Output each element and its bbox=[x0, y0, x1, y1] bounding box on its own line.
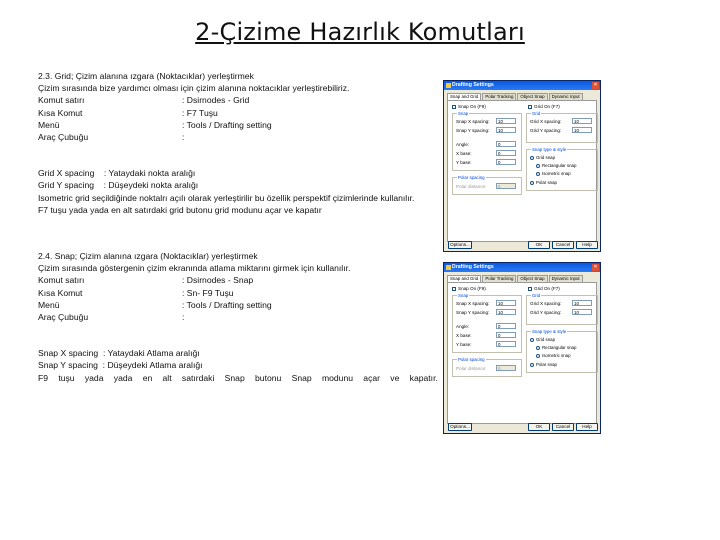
options-button[interactable]: Options... bbox=[448, 241, 472, 249]
cancel-button[interactable]: Cancel bbox=[552, 423, 574, 431]
info-value: : Tools / Drafting setting bbox=[182, 299, 272, 310]
info-key: Araç Çubuğu bbox=[38, 131, 89, 142]
radio-icon bbox=[530, 338, 534, 342]
ybase-label: Y base: bbox=[456, 342, 472, 347]
section-heading: 2.4. Snap; Çizim alanına ızgara (Noktacıklar) yerleştirmek bbox=[38, 251, 258, 261]
rect-snap-label: Rectangular snap bbox=[542, 163, 577, 168]
snap-x-label: Snap X spacing: bbox=[456, 119, 490, 124]
word: açar bbox=[363, 372, 381, 383]
grid-on-checkbox[interactable] bbox=[528, 286, 560, 291]
info-row bbox=[38, 107, 414, 119]
rect-snap-radio[interactable] bbox=[536, 345, 576, 350]
snap-legend: Snap bbox=[458, 293, 469, 298]
tab-panel bbox=[447, 282, 597, 424]
iso-snap-label: Isometric snap bbox=[542, 353, 571, 358]
word: alt bbox=[162, 372, 172, 383]
ybase-input[interactable]: 0 bbox=[496, 159, 516, 165]
grid-x-label: Grid X spacing: bbox=[530, 301, 562, 306]
grid-snap-radio[interactable] bbox=[530, 155, 555, 160]
cancel-button[interactable]: Cancel bbox=[552, 241, 574, 249]
info-value: : Dsirnodes - Grid bbox=[182, 95, 250, 106]
polar-label: Polar distance: bbox=[456, 184, 487, 189]
snap-x-input[interactable]: 10 bbox=[496, 118, 516, 124]
grid-x-input[interactable]: 10 bbox=[572, 300, 592, 306]
tab-snap-and-grid[interactable]: Snap and Grid bbox=[447, 93, 481, 100]
tab-object-snap[interactable]: Object Snap bbox=[517, 93, 547, 100]
help-button[interactable]: Help bbox=[576, 241, 598, 249]
word: modunu bbox=[321, 372, 354, 383]
word: en bbox=[142, 372, 153, 383]
app-icon bbox=[446, 83, 451, 88]
info-value: : Tools / Drafting setting bbox=[182, 119, 272, 130]
info-key: Araç Çubuğu bbox=[38, 311, 89, 322]
info-row bbox=[38, 131, 414, 143]
grid-on-label: Grid On (F7) bbox=[534, 104, 560, 109]
dialog-titlebar[interactable] bbox=[444, 81, 600, 90]
angle-input[interactable]: 0 bbox=[496, 141, 516, 147]
xbase-label: X base: bbox=[456, 151, 472, 156]
info-value: : Dsirnodes - Snap bbox=[182, 275, 254, 286]
info-row bbox=[38, 274, 438, 286]
info-key: Menü bbox=[38, 299, 60, 310]
section-heading: 2.3. Grid; Çizim alanına ızgara (Noktacıklar) yerleştirmek bbox=[38, 71, 254, 81]
rect-snap-radio[interactable] bbox=[536, 163, 576, 168]
ok-button[interactable]: OK bbox=[528, 423, 550, 431]
info-key: Kısa Komut bbox=[38, 107, 83, 118]
grid-y-input[interactable]: 10 bbox=[572, 309, 592, 315]
info-key: Komut satırı bbox=[38, 275, 85, 286]
radio-icon bbox=[536, 172, 540, 176]
angle-label: Angle: bbox=[456, 142, 470, 147]
snap-type-legend: Snap type & style bbox=[532, 329, 567, 334]
tab-snap-and-grid[interactable]: Snap and Grid bbox=[447, 275, 481, 282]
note-line-justified bbox=[38, 372, 438, 384]
info-value: : bbox=[182, 131, 185, 142]
info-row bbox=[38, 299, 438, 311]
xbase-label: X base: bbox=[456, 333, 472, 338]
info-key: Kısa Komut bbox=[38, 287, 83, 298]
drafting-settings-dialog-grid bbox=[443, 80, 601, 252]
dialog-title: Drafting Settings bbox=[452, 82, 494, 88]
section-intro: Çizim sırasında bize yardımcı olması için çizim alanına noktacıklar yerleştirebiliriz. bbox=[38, 83, 350, 94]
section-intro: Çizim sırasında göstergenin çizim ekranında atlama miktarını girmek için kullanılır. bbox=[38, 263, 351, 274]
radio-icon bbox=[530, 181, 534, 185]
word: yada bbox=[113, 372, 133, 383]
note-line: Snap Y spacing : Düşeydeki Atlama aralığı bbox=[38, 360, 203, 371]
angle-input[interactable]: 0 bbox=[496, 323, 516, 329]
xbase-input[interactable]: 0 bbox=[496, 150, 516, 156]
close-icon[interactable]: × bbox=[592, 264, 599, 271]
polar-snap-label: Polar snap bbox=[536, 180, 557, 185]
grid-legend: Grid bbox=[532, 111, 541, 116]
snap-x-input[interactable]: 10 bbox=[496, 300, 516, 306]
snap-y-input[interactable]: 10 bbox=[496, 309, 516, 315]
app-icon bbox=[446, 265, 451, 270]
grid-y-input[interactable]: 10 bbox=[572, 127, 592, 133]
grid-legend: Grid bbox=[532, 293, 541, 298]
radio-icon bbox=[536, 354, 540, 358]
grid-y-label: Grid Y spacing: bbox=[530, 128, 562, 133]
note-line: F7 tuşu yada yada en alt satırdaki grid butonu grid modunu açar ve kapatır bbox=[38, 204, 322, 215]
grid-snap-radio[interactable] bbox=[530, 337, 555, 342]
drafting-settings-dialog-snap bbox=[443, 262, 601, 434]
checkbox-icon bbox=[452, 105, 456, 109]
iso-snap-label: Isometric snap bbox=[542, 171, 571, 176]
snap-y-input[interactable]: 10 bbox=[496, 127, 516, 133]
word: tuşu bbox=[58, 372, 75, 383]
iso-snap-radio[interactable] bbox=[536, 353, 571, 358]
ybase-label: Y base: bbox=[456, 160, 472, 165]
note-line: Grid X spacing : Yataydaki nokta aralığı bbox=[38, 168, 196, 179]
polar-snap-radio[interactable] bbox=[530, 362, 557, 367]
options-button[interactable]: Options... bbox=[448, 423, 472, 431]
word: butonu bbox=[255, 372, 282, 383]
snap-on-label: Snap On (F9) bbox=[458, 104, 486, 109]
polar-input[interactable]: 0 bbox=[496, 183, 516, 189]
grid-snap-label: Grid snap bbox=[536, 155, 556, 160]
grid-on-checkbox[interactable] bbox=[528, 104, 560, 109]
radio-icon bbox=[530, 156, 534, 160]
iso-snap-radio[interactable] bbox=[536, 171, 571, 176]
close-icon[interactable]: × bbox=[592, 82, 599, 89]
grid-x-input[interactable]: 10 bbox=[572, 118, 592, 124]
note-line: Snap X spacing : Yataydaki Atlama aralığı bbox=[38, 348, 200, 359]
snap-on-checkbox[interactable] bbox=[452, 286, 486, 291]
ok-button[interactable]: OK bbox=[528, 241, 550, 249]
tab-strip bbox=[447, 93, 597, 100]
tab-polar-tracking[interactable]: Polar Tracking bbox=[482, 93, 516, 100]
tab-dynamic-input[interactable]: Dynamic Input bbox=[549, 275, 583, 282]
section-snap bbox=[38, 250, 438, 384]
help-button[interactable]: Help bbox=[576, 423, 598, 431]
grid-on-label: Grid On (F7) bbox=[534, 286, 560, 291]
polar-snap-radio[interactable] bbox=[530, 180, 557, 185]
page-title: 2-Çizime Hazırlık Komutları bbox=[195, 18, 525, 46]
polar-label: Polar distance: bbox=[456, 366, 487, 371]
tab-panel bbox=[447, 100, 597, 242]
info-value: : bbox=[182, 311, 185, 322]
word: ve bbox=[390, 372, 400, 383]
polar-input[interactable]: 0 bbox=[496, 365, 516, 371]
word: yada bbox=[84, 372, 104, 383]
snap-type-legend: Snap type & style bbox=[532, 147, 567, 152]
info-key: Menü bbox=[38, 119, 60, 130]
xbase-input[interactable]: 0 bbox=[496, 332, 516, 338]
ybase-input[interactable]: 0 bbox=[496, 341, 516, 347]
info-value: : Sn- F9 Tuşu bbox=[182, 287, 234, 298]
tab-strip bbox=[447, 275, 597, 282]
tab-object-snap[interactable]: Object Snap bbox=[517, 275, 547, 282]
snap-x-label: Snap X spacing: bbox=[456, 301, 490, 306]
section-grid bbox=[38, 70, 414, 216]
info-row bbox=[38, 311, 438, 323]
polar-legend: Polar spacing bbox=[458, 357, 485, 362]
grid-snap-label: Grid snap bbox=[536, 337, 556, 342]
tab-dynamic-input[interactable]: Dynamic Input bbox=[549, 93, 583, 100]
info-row bbox=[38, 287, 438, 299]
checkbox-icon bbox=[528, 287, 532, 291]
note-line: Grid Y spacing : Düşeydeki nokta aralığı bbox=[38, 180, 199, 191]
radio-icon bbox=[536, 346, 540, 350]
word: F9 bbox=[38, 372, 49, 383]
snap-on-label: Snap On (F9) bbox=[458, 286, 486, 291]
grid-y-label: Grid Y spacing: bbox=[530, 310, 562, 315]
snap-y-label: Snap Y spacing: bbox=[456, 128, 490, 133]
checkbox-icon bbox=[452, 287, 456, 291]
word: Snap bbox=[291, 372, 312, 383]
dialog-titlebar[interactable] bbox=[444, 263, 600, 272]
dialog-title: Drafting Settings bbox=[452, 264, 494, 270]
radio-icon bbox=[536, 164, 540, 168]
angle-label: Angle: bbox=[456, 324, 470, 329]
tab-polar-tracking[interactable]: Polar Tracking bbox=[482, 275, 516, 282]
rect-snap-label: Rectangular snap bbox=[542, 345, 577, 350]
polar-legend: Polar spacing bbox=[458, 175, 485, 180]
grid-x-label: Grid X spacing: bbox=[530, 119, 562, 124]
polar-snap-label: Polar snap bbox=[536, 362, 557, 367]
radio-icon bbox=[530, 363, 534, 367]
note-line: Isometric grid seçildiğinde noktalrı açılı olarak yerleştirilir bu özellik perspektif çizimlerinde kullanılır. bbox=[38, 192, 415, 203]
word: Snap bbox=[224, 372, 245, 383]
info-row bbox=[38, 94, 414, 106]
snap-on-checkbox[interactable] bbox=[452, 104, 486, 109]
word: kapatır. bbox=[409, 372, 438, 383]
info-value: : F7 Tuşu bbox=[182, 107, 218, 118]
snap-y-label: Snap Y spacing: bbox=[456, 310, 490, 315]
info-key: Komut satırı bbox=[38, 95, 85, 106]
checkbox-icon bbox=[528, 105, 532, 109]
snap-legend: Snap bbox=[458, 111, 469, 116]
info-row bbox=[38, 119, 414, 131]
word: satırdaki bbox=[181, 372, 215, 383]
